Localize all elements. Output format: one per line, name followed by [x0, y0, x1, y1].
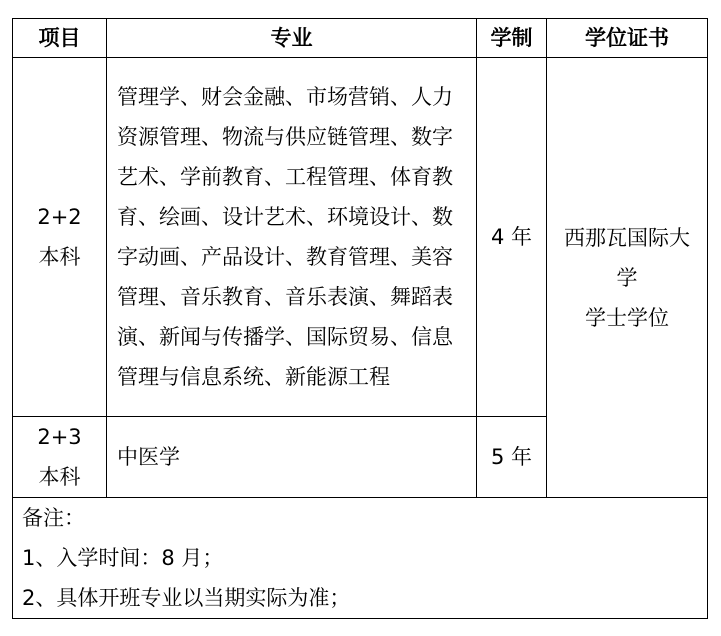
notes-title: 备注：	[22, 506, 85, 530]
duration-cell: 4 年	[477, 58, 547, 417]
program-type-line: 2+2	[37, 205, 82, 229]
note-item: 2、具体开班专业以当期实际为准；	[22, 586, 351, 610]
header-degree: 学位证书	[547, 19, 708, 58]
degree-cell	[547, 58, 708, 498]
header-major: 专业	[107, 19, 477, 58]
majors-cell: 管理学、财会金融、市场营销、人力资源管理、物流与供应链管理、数字艺术、学前教育、工程管理、体育教育、绘画、设计艺术、环境设计、数字动画、产品设计、教育管理、美容管理、音乐教育、音乐表演、舞蹈表演、新闻与传播学、国际贸易、信息管理与信息系统、新能源工程	[107, 58, 477, 417]
notes-row	[13, 498, 708, 619]
header-row	[13, 19, 708, 58]
program-type-cell	[13, 58, 107, 417]
program-type-cell	[13, 417, 107, 498]
degree-line: 西那瓦国际大	[564, 225, 690, 250]
degree-line: 学	[616, 265, 638, 290]
majors-cell: 中医学	[107, 417, 477, 498]
notes-cell	[13, 498, 708, 619]
program-type-line: 本科	[38, 465, 81, 489]
header-item: 项目	[13, 19, 107, 58]
table-row	[13, 58, 708, 417]
duration-cell: 5 年	[477, 417, 547, 498]
note-item: 1、入学时间：8 月；	[22, 546, 224, 570]
program-type-line: 2+3	[37, 425, 82, 449]
degree-line: 学士学位	[585, 305, 669, 330]
program-type-line: 本科	[38, 245, 81, 269]
header-duration: 学制	[477, 19, 547, 58]
program-table	[12, 18, 708, 619]
